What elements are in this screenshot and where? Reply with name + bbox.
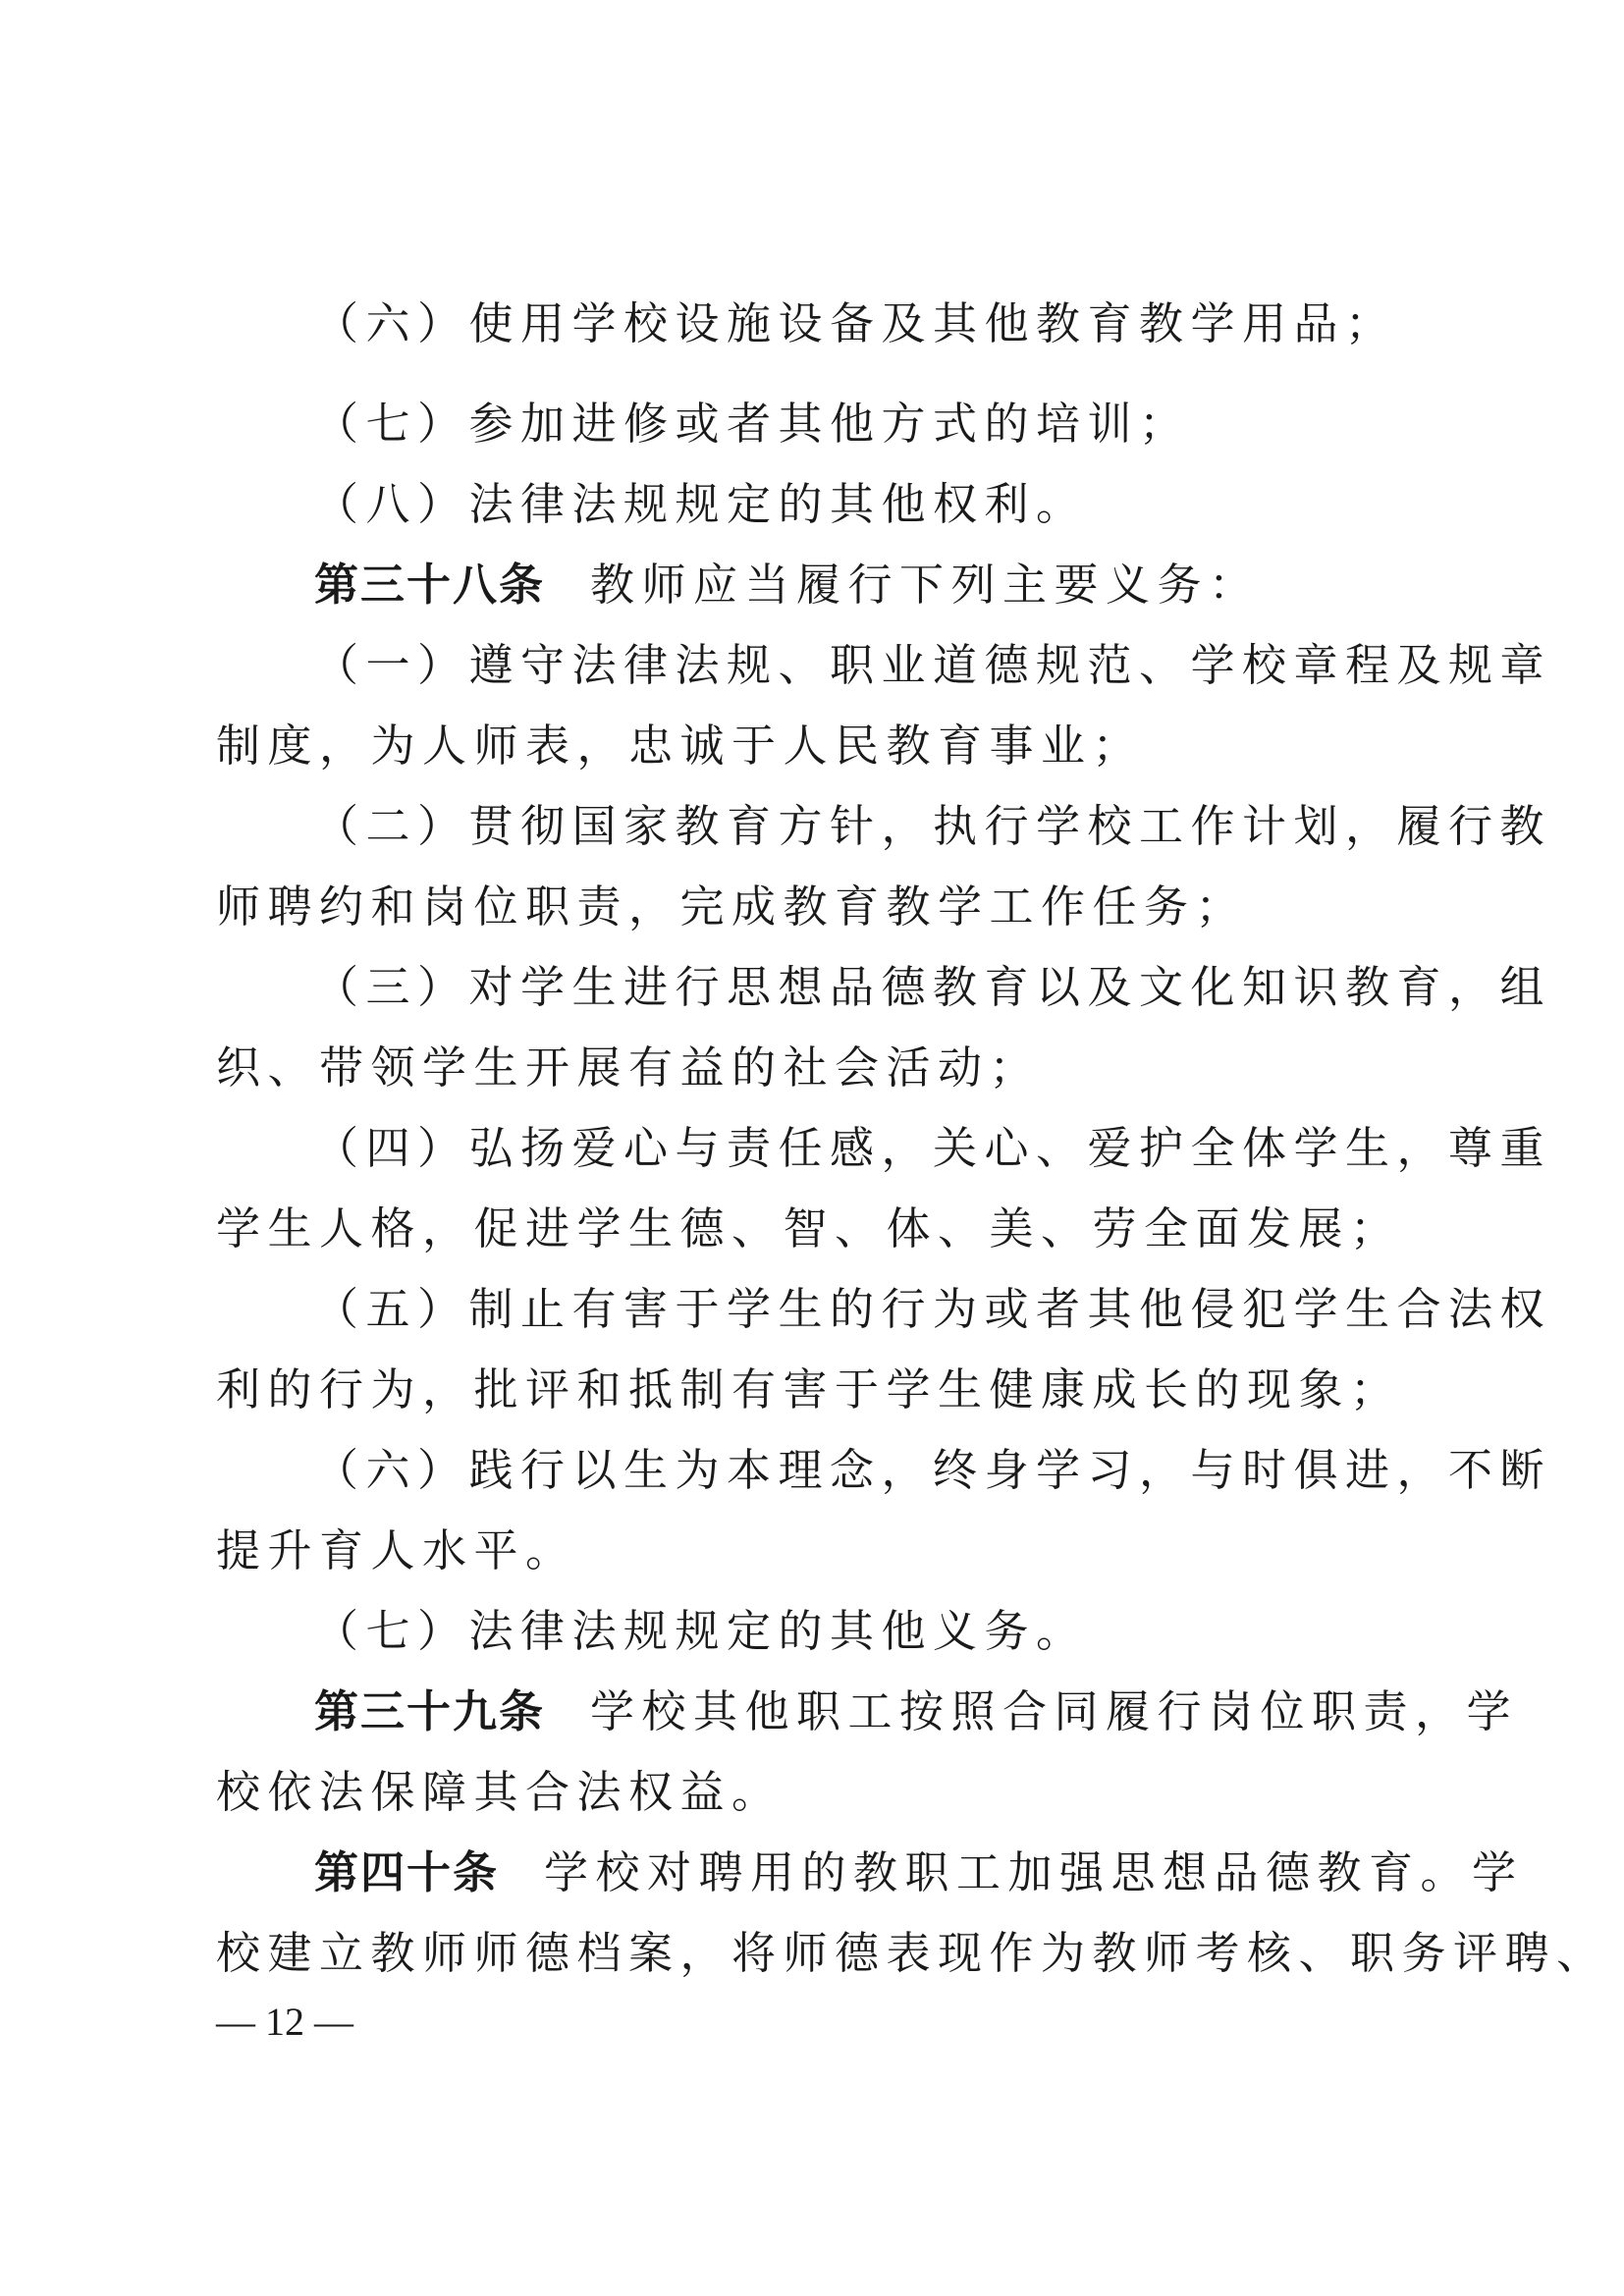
article-39-line-2 [216, 1763, 1424, 1822]
line-text: （六）践行以生为本理念，终身学习，与时俱进，不断 [314, 1444, 1552, 1496]
article-heading: 第四十条 [314, 1846, 500, 1898]
line-text: （二）贯彻国家教育方针，执行学校工作计划，履行教 [314, 800, 1552, 852]
article-heading: 第三十九条 [314, 1685, 546, 1737]
line-text: （三）对学生进行思想品德教育以及文化知识教育，组 [314, 961, 1552, 1013]
clause-8-rights [314, 475, 1424, 534]
duty-3-line-1 [314, 958, 1552, 1017]
duty-3-line-2 [216, 1039, 1424, 1097]
line-text: （六）使用学校设施设备及其他教育教学用品； [314, 297, 1397, 349]
duty-1-line-2 [216, 717, 1424, 775]
line-text: 学校对聘用的教职工加强思想品德教育。学 [544, 1846, 1524, 1898]
duty-2-line-2 [216, 878, 1424, 936]
line-text: 提升育人水平。 [216, 1524, 577, 1576]
duty-5-line-1 [314, 1280, 1552, 1339]
line-text: （一）遵守法律法规、职业道德规范、学校章程及规章 [314, 639, 1552, 691]
line-text: 织、带领学生开展有益的社会活动； [216, 1041, 1042, 1094]
line-text: （八）法律法规规定的其他权利。 [314, 478, 1088, 530]
line-text: （四）弘扬爱心与责任感，关心、爱护全体学生，尊重 [314, 1122, 1552, 1174]
line-text: 利的行为，批评和抵制有害于学生健康成长的现象； [216, 1363, 1402, 1415]
line-text: 师聘约和岗位职责，完成教育教学工作任务； [216, 881, 1248, 933]
line-text: （五）制止有害于学生的行为或者其他侵犯学生合法权 [314, 1283, 1552, 1335]
article-38 [314, 556, 1424, 614]
clause-6-rights [314, 294, 1424, 353]
line-text: 学生人格，促进学生德、智、体、美、劳全面发展； [216, 1202, 1402, 1255]
line-text: （七）法律法规规定的其他义务。 [314, 1605, 1088, 1657]
article-40-line-1 [314, 1843, 1524, 1902]
article-40-line-2 [216, 1924, 1608, 1983]
duty-6-line-2 [216, 1522, 1424, 1580]
duty-6-line-1 [314, 1441, 1552, 1500]
article-39-line-1 [314, 1682, 1519, 1741]
line-text: 校建立教师师德档案，将师德表现作为教师考核、职务评聘、 [216, 1927, 1608, 1979]
clause-7-rights [314, 395, 1424, 454]
page-number: — 12 — [216, 2000, 353, 2044]
duty-7 [314, 1602, 1424, 1661]
duty-2-line-1 [314, 797, 1552, 856]
duty-4-line-2 [216, 1200, 1424, 1258]
duty-5-line-2 [216, 1361, 1424, 1419]
article-heading: 第三十八条 [314, 559, 546, 611]
line-text: 校依法保障其合法权益。 [216, 1766, 784, 1818]
duty-4-line-1 [314, 1119, 1552, 1178]
duty-1-line-1 [314, 636, 1552, 695]
line-text: 制度，为人师表，忠诚于人民教育事业； [216, 720, 1145, 772]
line-text: 教师应当履行下列主要义务： [590, 559, 1261, 611]
line-text: 学校其他职工按照合同履行岗位职责，学 [590, 1685, 1519, 1737]
line-text: （七）参加进修或者其他方式的培训； [314, 398, 1191, 450]
